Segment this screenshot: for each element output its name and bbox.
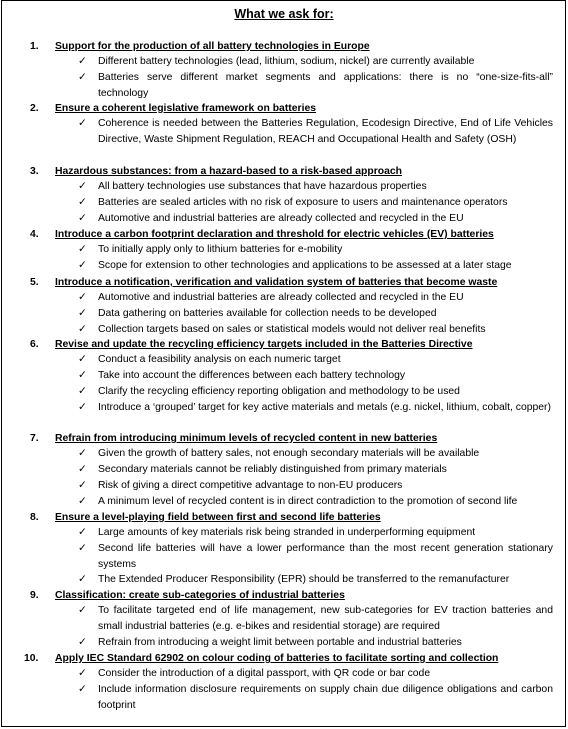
list-item-text: Introduce a ‘grouped’ target for key active materials and metals (e.g. nickel, lithium, cobalt, copper)	[98, 402, 551, 413]
check-icon: ✓	[78, 496, 87, 507]
list-item	[78, 525, 553, 541]
check-icon: ✓	[78, 574, 87, 585]
check-icon: ✓	[78, 448, 87, 459]
list-item	[78, 368, 553, 384]
list-item	[78, 116, 553, 147]
list-item	[78, 306, 553, 322]
check-icon: ✓	[78, 197, 87, 208]
list-item-text: Automotive and industrial batteries are already collected and recycled in the EU	[98, 213, 464, 224]
list-item	[78, 462, 553, 478]
check-icon: ✓	[78, 118, 87, 129]
list-item	[78, 70, 553, 101]
list-item-text: Scope for extension to other technologies and applications to be assessed at a later stage	[98, 260, 512, 271]
check-icon: ✓	[78, 181, 87, 192]
check-icon: ✓	[78, 213, 87, 224]
list-item-text: To facilitate targeted end of life management, new sub-categories for EV traction batteries and small industrial batteries (e.g. e-bikes and residential storage) are required	[98, 605, 553, 632]
check-icon: ✓	[78, 480, 87, 491]
section-heading: Refrain from introducing minimum levels of recycled content in new batteries	[55, 433, 438, 444]
list-item	[78, 54, 553, 70]
check-icon: ✓	[78, 354, 87, 365]
list-item	[78, 682, 553, 713]
list-item-text: Secondary materials cannot be reliably distinguished from primary materials	[98, 464, 447, 475]
check-icon: ✓	[78, 292, 87, 303]
document-title: What we ask for:	[234, 7, 334, 21]
list-item	[78, 494, 553, 510]
check-icon: ✓	[78, 72, 87, 83]
check-icon: ✓	[78, 56, 87, 67]
check-icon: ✓	[78, 260, 87, 271]
list-item-text: Batteries serve different market segments and applications: there is no “one-size-fits-all” technology	[98, 72, 553, 99]
check-icon: ✓	[78, 668, 87, 679]
section-heading: Ensure a coherent legislative framework on batteries	[55, 103, 317, 114]
check-icon: ✓	[78, 464, 87, 475]
list-item-text: Data gathering on batteries available for collection needs to be developed	[98, 308, 437, 319]
section-number: 3.	[30, 166, 39, 177]
section-heading: Hazardous substances: from a hazard-based to a risk-based approach	[55, 166, 403, 177]
list-item	[78, 290, 553, 306]
section-number: 7.	[30, 433, 39, 444]
list-item-text: A minimum level of recycled content is in direct contradiction to the promotion of second life	[98, 496, 518, 507]
section-heading: Classification: create sub-categories of industrial batteries	[55, 590, 345, 601]
list-item	[78, 211, 553, 227]
list-item	[78, 603, 553, 634]
list-item-text: Consider the introduction of a digital passport, with QR code or bar code	[98, 668, 431, 679]
list-item	[78, 242, 553, 258]
list-item-text: Refrain from introducing a weight limit between portable and industrial batteries	[98, 637, 462, 648]
list-item-text: Take into account the differences between each battery technology	[98, 370, 406, 381]
list-item	[78, 352, 553, 368]
list-item-text: Automotive and industrial batteries are already collected and recycled in the EU	[98, 292, 464, 303]
list-item-text: Conduct a feasibility analysis on each numeric target	[98, 354, 341, 365]
list-item	[78, 478, 553, 494]
check-icon: ✓	[78, 605, 87, 616]
check-icon: ✓	[78, 402, 87, 413]
check-icon: ✓	[78, 527, 87, 538]
section-number: 2.	[30, 103, 39, 114]
list-item-text: Include information disclosure requirements on supply chain due diligence obligations and carbon footprint	[98, 684, 553, 711]
section-number: 1.	[30, 41, 39, 52]
check-icon: ✓	[78, 308, 87, 319]
list-item-text: All battery technologies use substances that have hazardous properties	[98, 181, 427, 192]
check-icon: ✓	[78, 370, 87, 381]
section-heading: Support for the production of all battery technologies in Europe	[55, 41, 370, 52]
list-item	[78, 195, 553, 211]
section-heading: Revise and update the recycling efficiency targets included in the Batteries Directive	[55, 339, 473, 350]
section-heading: Ensure a level-playing field between first and second life batteries	[55, 512, 381, 523]
check-icon: ✓	[78, 684, 87, 695]
section-number: 9.	[30, 590, 39, 601]
list-item-text: Clarify the recycling efficiency reporting obligation and methodology to be used	[98, 386, 460, 397]
list-item	[78, 446, 553, 462]
list-item-text: Risk of giving a direct competitive advantage to non-EU producers	[98, 480, 403, 491]
list-item	[78, 179, 553, 195]
list-item	[78, 400, 553, 416]
list-item-text: Given the growth of battery sales, not enough secondary materials will be available	[98, 448, 480, 459]
list-item	[78, 572, 553, 588]
check-icon: ✓	[78, 543, 87, 554]
list-item	[78, 322, 553, 338]
check-icon: ✓	[78, 324, 87, 335]
section-number: 5.	[30, 277, 39, 288]
section-number: 8.	[30, 512, 39, 523]
list-item	[78, 666, 553, 682]
check-icon: ✓	[78, 386, 87, 397]
list-item-text: Second life batteries will have a lower performance than the most recent generation stationary systems	[98, 543, 553, 570]
section-number: 10.	[24, 653, 39, 664]
list-item-text: To initially apply only to lithium batteries for e-mobility	[98, 244, 343, 255]
list-item-text: Batteries are sealed articles with no risk of exposure to users and maintenance operators	[98, 197, 508, 208]
section-heading: Introduce a carbon footprint declaration and threshold for electric vehicles (EV) batteries	[55, 229, 494, 240]
list-item	[78, 635, 553, 651]
section-heading: Apply IEC Standard 62902 on colour coding of batteries to facilitate sorting and collection	[55, 653, 499, 664]
section-number: 4.	[30, 229, 39, 240]
list-item-text: The Extended Producer Responsibility (EPR) should be transferred to the remanufacturer	[98, 574, 510, 585]
section-heading: Introduce a notification, verification and validation system of batteries that become waste	[55, 277, 498, 288]
list-item-text: Different battery technologies (lead, lithium, sodium, nickel) are currently available	[98, 56, 475, 67]
list-item-text: Coherence is needed between the Batteries Regulation, Ecodesign Directive, End of Life Vehicles Directive, Waste Shipment Regulation, REACH and Occupational Health and Safety (OSH)	[98, 118, 553, 145]
list-item-text: Large amounts of key materials risk being stranded in underperforming equipment	[98, 527, 476, 538]
check-icon: ✓	[78, 637, 87, 648]
list-item	[78, 541, 553, 572]
list-item	[78, 258, 553, 274]
check-icon: ✓	[78, 244, 87, 255]
section-number: 6.	[30, 339, 39, 350]
list-item	[78, 384, 553, 400]
list-item-text: Collection targets based on sales or statistical models would not deliver real benefits	[98, 324, 486, 335]
